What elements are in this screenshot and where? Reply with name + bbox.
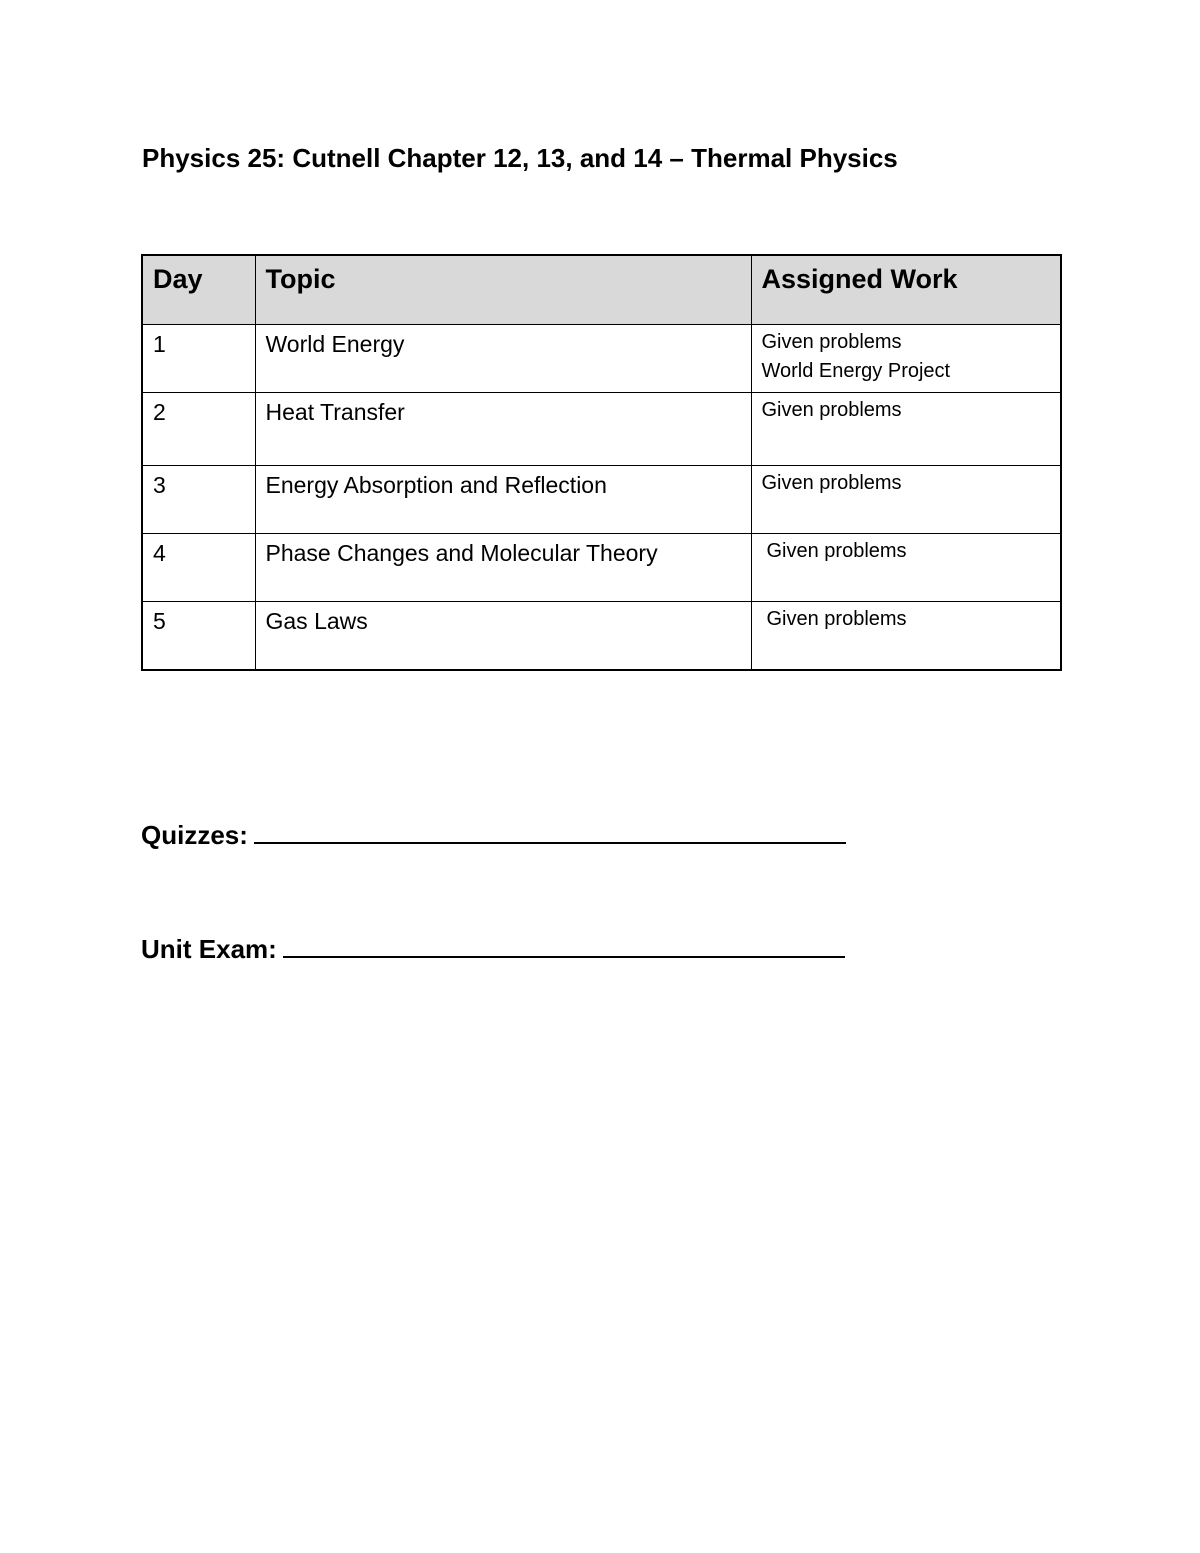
quizzes-blank-line[interactable]: [254, 818, 846, 844]
assigned-work-item: Given problems: [761, 472, 902, 494]
assigned-work-cell: [751, 325, 1061, 393]
table-row: [142, 534, 1061, 602]
quizzes-field: [141, 818, 846, 851]
topic-cell: Energy Absorption and Reflection: [255, 466, 751, 534]
assigned-work-cell: [751, 534, 1061, 602]
assigned-work-item: Given problems: [761, 399, 902, 421]
assigned-work-item: Given problems: [761, 331, 902, 353]
assigned-work-item: Given problems: [766, 540, 907, 562]
assigned-work-cell: [751, 393, 1061, 466]
quizzes-label: Quizzes:: [141, 820, 248, 850]
table-header-row: [142, 255, 1061, 325]
table-row: [142, 466, 1061, 534]
header-topic: Topic: [255, 255, 751, 325]
schedule-table: [141, 254, 1062, 671]
topic-cell: Gas Laws: [255, 602, 751, 670]
assigned-work-cell: [751, 602, 1061, 670]
assigned-work-item: World Energy Project: [761, 360, 951, 382]
table-row: [142, 602, 1061, 670]
assigned-work-item: Given problems: [766, 608, 907, 630]
header-day: Day: [142, 255, 255, 325]
unit-exam-blank-line[interactable]: [283, 932, 845, 958]
assigned-work-cell: [751, 466, 1061, 534]
table-row: [142, 325, 1061, 393]
unit-exam-field: [141, 932, 845, 965]
topic-cell: Phase Changes and Molecular Theory: [255, 534, 751, 602]
header-assigned-work: Assigned Work: [751, 255, 1061, 325]
unit-exam-label: Unit Exam:: [141, 934, 277, 964]
day-cell: 5: [142, 602, 255, 670]
topic-cell: World Energy: [255, 325, 751, 393]
day-cell: 3: [142, 466, 255, 534]
page-title: Physics 25: Cutnell Chapter 12, 13, and 14 – Thermal Physics: [142, 143, 898, 173]
day-cell: 1: [142, 325, 255, 393]
day-cell: 2: [142, 393, 255, 466]
topic-cell: Heat Transfer: [255, 393, 751, 466]
day-cell: 4: [142, 534, 255, 602]
table-row: [142, 393, 1061, 466]
